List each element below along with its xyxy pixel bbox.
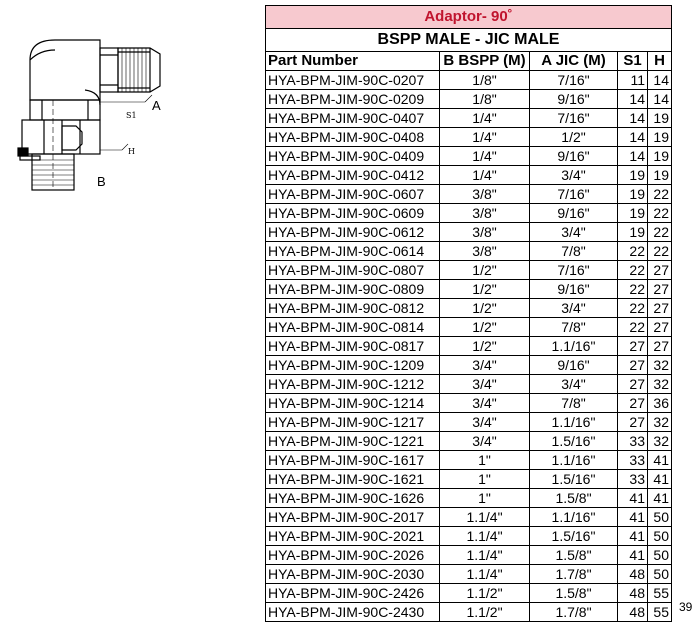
cell-part-number: HYA-BPM-JIM-90C-0817 — [266, 337, 440, 356]
cell-a-jic: 1/2" — [530, 128, 618, 147]
cell-part-number: HYA-BPM-JIM-90C-0412 — [266, 166, 440, 185]
cell-b-bspp: 1/2" — [440, 280, 530, 299]
table-row — [266, 584, 672, 603]
table-row — [266, 603, 672, 622]
cell-part-number: HYA-BPM-JIM-90C-2426 — [266, 584, 440, 603]
cell-h: 27 — [648, 280, 672, 299]
cell-s1: 48 — [618, 603, 648, 622]
cell-s1: 19 — [618, 166, 648, 185]
cell-s1: 41 — [618, 508, 648, 527]
cell-b-bspp: 1.1/4" — [440, 527, 530, 546]
table-row — [266, 508, 672, 527]
cell-s1: 14 — [618, 128, 648, 147]
cell-b-bspp: 3/4" — [440, 394, 530, 413]
cell-s1: 19 — [618, 185, 648, 204]
cell-b-bspp: 1" — [440, 470, 530, 489]
cell-part-number: HYA-BPM-JIM-90C-1617 — [266, 451, 440, 470]
table-row — [266, 394, 672, 413]
cell-b-bspp: 1/2" — [440, 261, 530, 280]
cell-b-bspp: 3/4" — [440, 413, 530, 432]
cell-a-jic: 1.1/16" — [530, 508, 618, 527]
cell-h: 19 — [648, 147, 672, 166]
cell-b-bspp: 3/4" — [440, 375, 530, 394]
cell-s1: 41 — [618, 546, 648, 565]
cell-s1: 27 — [618, 337, 648, 356]
cell-part-number: HYA-BPM-JIM-90C-0809 — [266, 280, 440, 299]
cell-b-bspp: 1.1/4" — [440, 565, 530, 584]
cell-part-number: HYA-BPM-JIM-90C-2030 — [266, 565, 440, 584]
cell-b-bspp: 1/2" — [440, 299, 530, 318]
table-row — [266, 128, 672, 147]
cell-h: 19 — [648, 166, 672, 185]
cell-b-bspp: 3/8" — [440, 242, 530, 261]
cell-s1: 33 — [618, 451, 648, 470]
cell-s1: 19 — [618, 223, 648, 242]
cell-a-jic: 3/4" — [530, 223, 618, 242]
cell-h: 41 — [648, 470, 672, 489]
adaptor-drawing — [0, 30, 260, 210]
cell-h: 14 — [648, 71, 672, 90]
cell-h: 22 — [648, 204, 672, 223]
cell-b-bspp: 3/8" — [440, 204, 530, 223]
cell-part-number: HYA-BPM-JIM-90C-2026 — [266, 546, 440, 565]
table-row — [266, 356, 672, 375]
table-row — [266, 71, 672, 90]
cell-part-number: HYA-BPM-JIM-90C-0614 — [266, 242, 440, 261]
cell-s1: 41 — [618, 489, 648, 508]
cell-part-number: HYA-BPM-JIM-90C-1221 — [266, 432, 440, 451]
table-row — [266, 90, 672, 109]
drawing-label-b: B — [97, 174, 106, 189]
table-row — [266, 413, 672, 432]
cell-a-jic: 7/16" — [530, 71, 618, 90]
cell-part-number: HYA-BPM-JIM-90C-2021 — [266, 527, 440, 546]
cell-s1: 48 — [618, 565, 648, 584]
cell-h: 50 — [648, 565, 672, 584]
cell-h: 22 — [648, 185, 672, 204]
table-row — [266, 470, 672, 489]
table-row — [266, 489, 672, 508]
cell-part-number: HYA-BPM-JIM-90C-0408 — [266, 128, 440, 147]
cell-b-bspp: 1/4" — [440, 109, 530, 128]
cell-a-jic: 1.5/8" — [530, 584, 618, 603]
cell-part-number: HYA-BPM-JIM-90C-1214 — [266, 394, 440, 413]
table-row — [266, 527, 672, 546]
drawing-label-h: H — [128, 147, 135, 156]
cell-s1: 22 — [618, 299, 648, 318]
cell-a-jic: 1.1/16" — [530, 337, 618, 356]
table-row — [266, 318, 672, 337]
cell-a-jic: 7/16" — [530, 109, 618, 128]
cell-part-number: HYA-BPM-JIM-90C-0607 — [266, 185, 440, 204]
table-row — [266, 337, 672, 356]
cell-part-number: HYA-BPM-JIM-90C-0609 — [266, 204, 440, 223]
table-row — [266, 166, 672, 185]
cell-part-number: HYA-BPM-JIM-90C-2017 — [266, 508, 440, 527]
cell-a-jic: 7/16" — [530, 185, 618, 204]
cell-h: 55 — [648, 584, 672, 603]
cell-h: 32 — [648, 356, 672, 375]
table-row — [266, 261, 672, 280]
column-header-part-number: Part Number — [266, 52, 440, 71]
cell-s1: 27 — [618, 413, 648, 432]
cell-a-jic: 9/16" — [530, 356, 618, 375]
cell-a-jic: 3/4" — [530, 299, 618, 318]
cell-a-jic: 1.5/16" — [530, 470, 618, 489]
cell-h: 41 — [648, 451, 672, 470]
cell-s1: 27 — [618, 375, 648, 394]
cell-h: 19 — [648, 109, 672, 128]
table-subtitle: BSPP MALE - JIC MALE — [266, 29, 672, 52]
cell-part-number: HYA-BPM-JIM-90C-0814 — [266, 318, 440, 337]
cell-s1: 11 — [618, 71, 648, 90]
cell-s1: 22 — [618, 242, 648, 261]
cell-b-bspp: 1" — [440, 451, 530, 470]
table-row — [266, 299, 672, 318]
column-header-b-bspp: B BSPP (M) — [440, 52, 530, 71]
table-row — [266, 242, 672, 261]
cell-h: 32 — [648, 375, 672, 394]
cell-h: 27 — [648, 318, 672, 337]
cell-s1: 22 — [618, 261, 648, 280]
cell-s1: 41 — [618, 527, 648, 546]
column-header-a-jic: A JIC (M) — [530, 52, 618, 71]
cell-a-jic: 1.5/16" — [530, 527, 618, 546]
cell-b-bspp: 1/4" — [440, 147, 530, 166]
cell-part-number: HYA-BPM-JIM-90C-1217 — [266, 413, 440, 432]
cell-b-bspp: 3/8" — [440, 223, 530, 242]
cell-b-bspp: 3/4" — [440, 356, 530, 375]
table-row — [266, 565, 672, 584]
table-row — [266, 185, 672, 204]
cell-part-number: HYA-BPM-JIM-90C-2430 — [266, 603, 440, 622]
cell-part-number: HYA-BPM-JIM-90C-1626 — [266, 489, 440, 508]
column-header-h: H — [648, 52, 672, 71]
cell-h: 41 — [648, 489, 672, 508]
header-row — [266, 52, 672, 71]
cell-s1: 22 — [618, 280, 648, 299]
cell-a-jic: 1.5/8" — [530, 489, 618, 508]
cell-a-jic: 3/4" — [530, 166, 618, 185]
cell-part-number: HYA-BPM-JIM-90C-0812 — [266, 299, 440, 318]
cell-part-number: HYA-BPM-JIM-90C-0612 — [266, 223, 440, 242]
cell-s1: 33 — [618, 470, 648, 489]
table-row — [266, 280, 672, 299]
cell-part-number: HYA-BPM-JIM-90C-0807 — [266, 261, 440, 280]
cell-h: 55 — [648, 603, 672, 622]
cell-a-jic: 1.1/16" — [530, 413, 618, 432]
cell-b-bspp: 1" — [440, 489, 530, 508]
cell-part-number: HYA-BPM-JIM-90C-0407 — [266, 109, 440, 128]
cell-part-number: HYA-BPM-JIM-90C-0207 — [266, 71, 440, 90]
cell-s1: 22 — [618, 318, 648, 337]
table-row — [266, 451, 672, 470]
column-header-s1: S1 — [618, 52, 648, 71]
cell-s1: 14 — [618, 147, 648, 166]
cell-s1: 14 — [618, 90, 648, 109]
cell-h: 36 — [648, 394, 672, 413]
cell-s1: 14 — [618, 109, 648, 128]
cell-a-jic: 1.1/16" — [530, 451, 618, 470]
cell-part-number: HYA-BPM-JIM-90C-1209 — [266, 356, 440, 375]
cell-a-jic: 7/8" — [530, 394, 618, 413]
table-row — [266, 109, 672, 128]
table-row — [266, 546, 672, 565]
cell-a-jic: 9/16" — [530, 204, 618, 223]
cell-b-bspp: 1/2" — [440, 337, 530, 356]
cell-a-jic: 9/16" — [530, 90, 618, 109]
cell-h: 50 — [648, 508, 672, 527]
cell-b-bspp: 1/4" — [440, 166, 530, 185]
cell-s1: 27 — [618, 356, 648, 375]
cell-a-jic: 9/16" — [530, 147, 618, 166]
drawing-label-a: A — [152, 98, 161, 113]
table-row — [266, 204, 672, 223]
cell-h: 22 — [648, 242, 672, 261]
cell-a-jic: 1.7/8" — [530, 603, 618, 622]
cell-h: 27 — [648, 261, 672, 280]
cell-a-jic: 7/8" — [530, 318, 618, 337]
cell-a-jic: 7/8" — [530, 242, 618, 261]
cell-a-jic: 1.5/16" — [530, 432, 618, 451]
table-row — [266, 147, 672, 166]
cell-b-bspp: 1.1/2" — [440, 603, 530, 622]
cell-part-number: HYA-BPM-JIM-90C-0409 — [266, 147, 440, 166]
cell-h: 14 — [648, 90, 672, 109]
table-row — [266, 432, 672, 451]
cell-b-bspp: 1.1/2" — [440, 584, 530, 603]
cell-h: 50 — [648, 546, 672, 565]
table-row — [266, 223, 672, 242]
cell-b-bspp: 1.1/4" — [440, 546, 530, 565]
cell-a-jic: 1.7/8" — [530, 565, 618, 584]
cell-b-bspp: 1/8" — [440, 90, 530, 109]
cell-h: 22 — [648, 223, 672, 242]
cell-b-bspp: 1/2" — [440, 318, 530, 337]
cell-h: 19 — [648, 128, 672, 147]
cell-a-jic: 3/4" — [530, 375, 618, 394]
cell-h: 27 — [648, 299, 672, 318]
cell-h: 32 — [648, 413, 672, 432]
cell-part-number: HYA-BPM-JIM-90C-0209 — [266, 90, 440, 109]
cell-a-jic: 9/16" — [530, 280, 618, 299]
specification-table — [265, 5, 672, 622]
cell-b-bspp: 1/4" — [440, 128, 530, 147]
cell-b-bspp: 1.1/4" — [440, 508, 530, 527]
cell-h: 32 — [648, 432, 672, 451]
table-title: Adaptor- 90˚ — [266, 6, 672, 29]
cell-s1: 33 — [618, 432, 648, 451]
cell-a-jic: 7/16" — [530, 261, 618, 280]
cell-part-number: HYA-BPM-JIM-90C-1621 — [266, 470, 440, 489]
page-number: 39 — [679, 600, 692, 614]
table-row — [266, 375, 672, 394]
cell-b-bspp: 1/8" — [440, 71, 530, 90]
cell-s1: 27 — [618, 394, 648, 413]
cell-a-jic: 1.5/8" — [530, 546, 618, 565]
drawing-label-s1: S1 — [126, 111, 137, 120]
cell-b-bspp: 3/8" — [440, 185, 530, 204]
cell-part-number: HYA-BPM-JIM-90C-1212 — [266, 375, 440, 394]
cell-b-bspp: 3/4" — [440, 432, 530, 451]
cell-s1: 19 — [618, 204, 648, 223]
cell-h: 50 — [648, 527, 672, 546]
cell-s1: 48 — [618, 584, 648, 603]
cell-h: 27 — [648, 337, 672, 356]
